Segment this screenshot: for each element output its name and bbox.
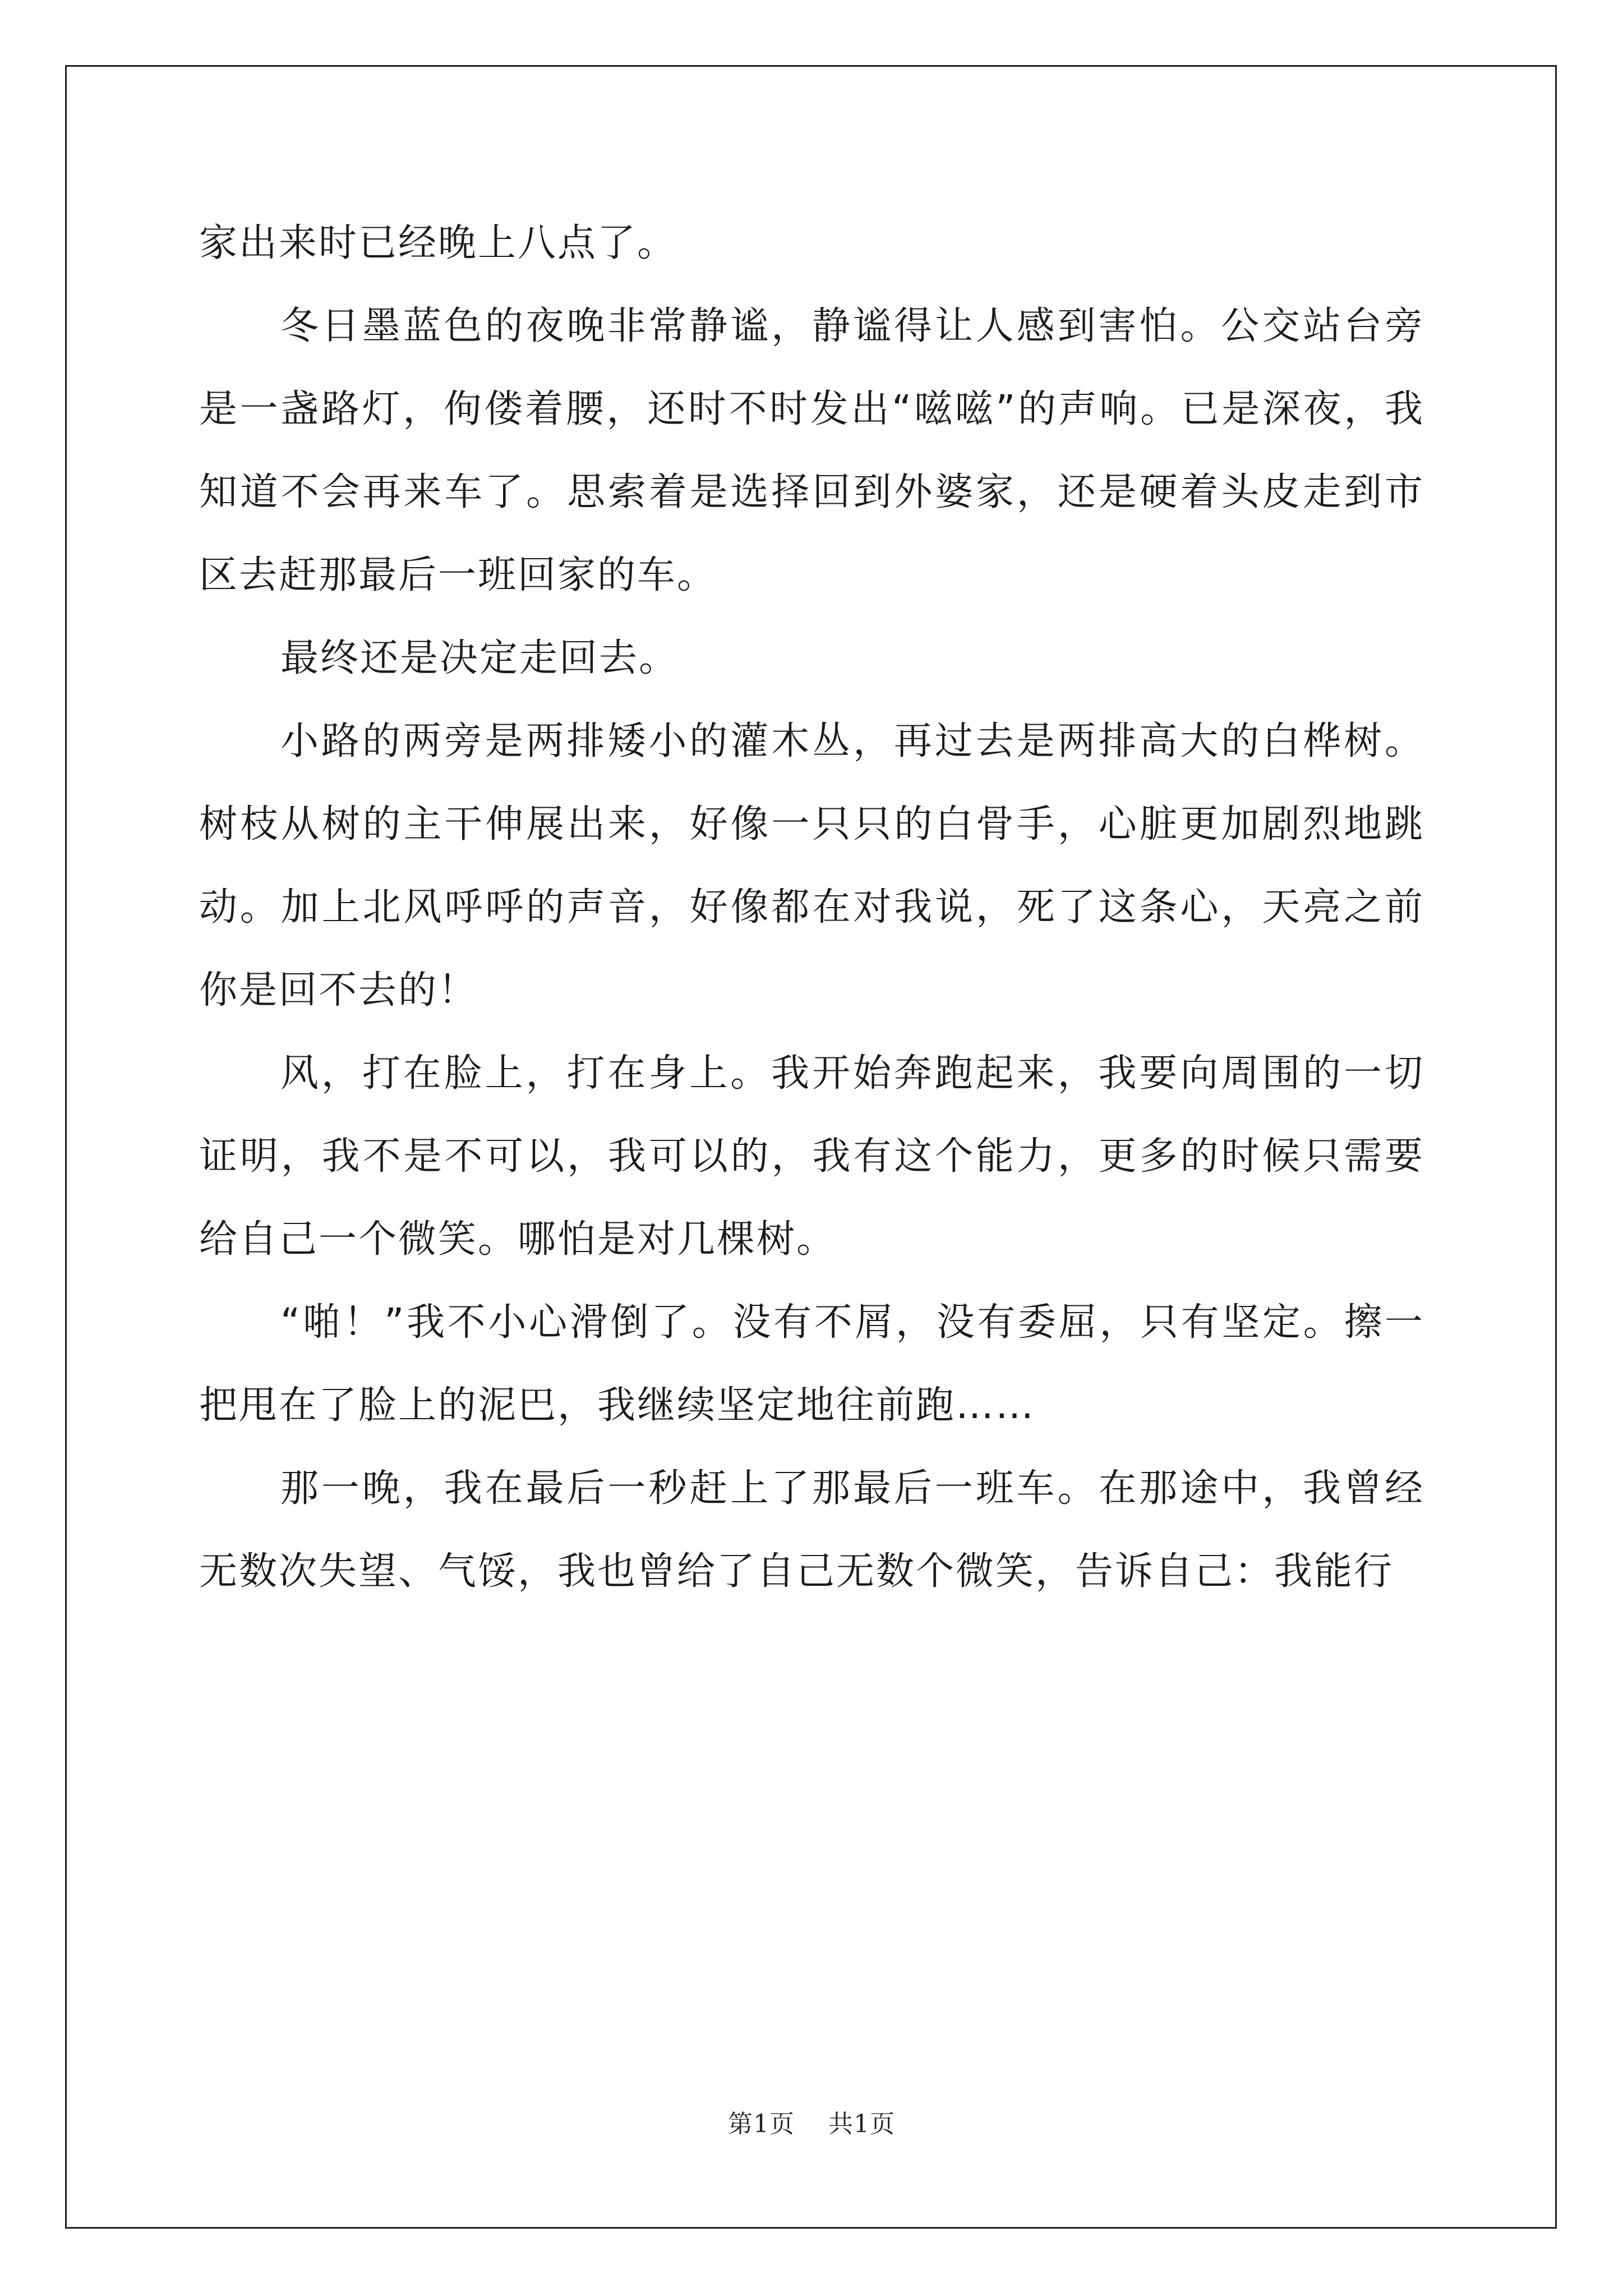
- paragraph-4: 小路的两旁是两排矮小的灌木丛，再过去是两排高大的白桦树。树枝从树的主干伸展出来，好像一只只的白骨手，心脏更加剧烈地跳动。加上北风呼呼的声音，好像都在对我说，死了这条心，天亮之前你是回不去的！: [199, 719, 1424, 1013]
- paragraph-1: 家出来时已经晚上八点了。: [199, 221, 677, 265]
- paragraph-6: “啪！”我不小心滑倒了。没有不屑，没有委屈，只有坚定。擦一把甩在了脸上的泥巴，我继续坚定地往前跑……: [199, 1300, 1424, 1428]
- paragraph-2: 冬日墨蓝色的夜晚非常静谧，静谧得让人感到害怕。公交站台旁是一盏路灯，佝偻着腰，还时不时发出“嗞嗞”的声响。已是深夜，我知道不会再来车了。思索着是选择回到外婆家，还是硬着头皮走到市区去赶那最后一班回家的车。: [199, 304, 1424, 597]
- paragraph-7: 那一晚，我在最后一秒赶上了那最后一班车。在那途中，我曾经无数次失望、气馁，我也曾给了自己无数个微笑，告诉自己：我能行: [199, 1466, 1424, 1594]
- page-footer: [0, 2104, 1623, 2139]
- paragraph-5: 风，打在脸上，打在身上。我开始奔跑起来，我要向周围的一切证明，我不是不可以，我可以的，我有这个能力，更多的时候只需要给自己一个微笑。哪怕是对几棵树。: [199, 1051, 1424, 1262]
- page-number-current: 第1页: [728, 2110, 795, 2138]
- page-number-total: 共1页: [828, 2110, 895, 2138]
- paragraph-3: 最终还是决定走回去。: [280, 636, 679, 680]
- document-body: [199, 202, 1424, 1613]
